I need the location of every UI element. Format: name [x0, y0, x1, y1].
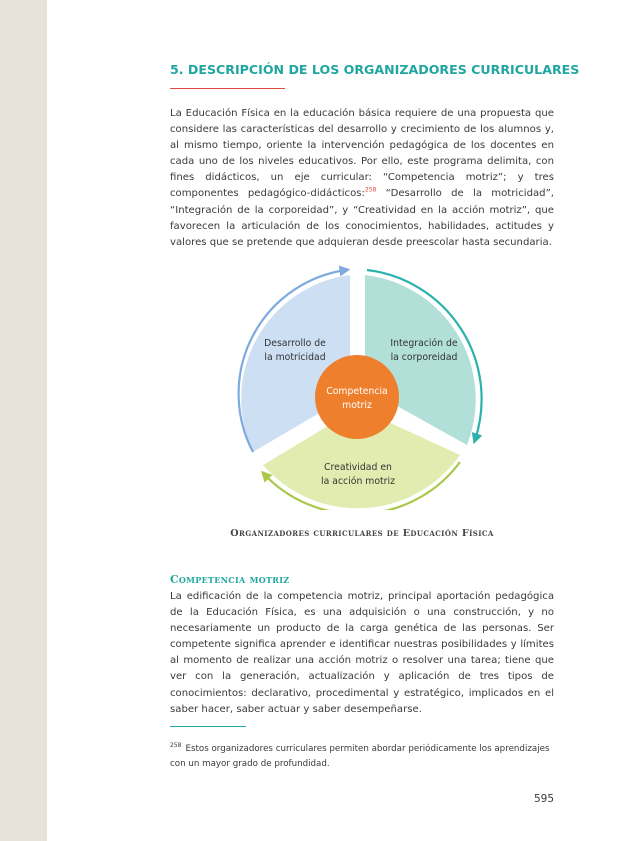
intro-paragraph	[170, 106, 554, 251]
page-number: 595	[533, 793, 554, 805]
footnote-text: Estos organizadores curriculares permiten abordar periódicamente los aprendizajes con un mayor grado de profundidad.	[170, 744, 550, 769]
footnote	[170, 742, 554, 771]
footnote-number: 258	[170, 742, 182, 750]
footnote-reference: 258	[364, 187, 377, 195]
page-side-strip	[0, 0, 47, 841]
intro-text-part2: “Desarrollo de la motricidad”, “Integración de la corporeidad”, y “Creatividad en la acción motriz”, que favorecen la articulación de los conocimientos, habilidades, actitudes y valores que se pretende que adquieran desde preescolar hasta secundaria.	[170, 188, 555, 248]
label-integracion-line2: la corporeidad	[390, 352, 458, 363]
label-desarrollo-line2: la motricidad	[264, 352, 326, 363]
label-integracion-line1: Integración de	[390, 338, 458, 349]
center-circle	[315, 355, 399, 439]
center-label-line1: Competencia	[326, 386, 388, 397]
center-label-line2: motriz	[342, 400, 372, 411]
label-creatividad-line2: la acción motriz	[321, 476, 395, 487]
footnote-divider	[170, 726, 246, 727]
section-heading: 5. DESCRIPCIÓN DE LOS ORGANIZADORES CURRICULARES	[170, 62, 580, 77]
subheading-competencia: Competencia motriz	[170, 573, 290, 586]
intro-text-part1: La Educación Física en la educación básica requiere de una propuesta que considere las características del desarrollo y crecimiento de los alumnos y, al mismo tiempo, oriente la intervención pedagógica de los docentes en cada uno de los niveles educativos. Por ello, este programa delimita, con fines didácticos, un eje curricular: “Competencia motriz”; y tres componentes pedagógico-didácticos:	[170, 108, 554, 200]
label-desarrollo-line1: Desarrollo de	[264, 338, 326, 349]
diagram-caption: Organizadores curriculares de Educación Física	[230, 528, 494, 539]
organizers-diagram	[220, 260, 500, 510]
heading-underline	[170, 88, 285, 89]
competencia-paragraph: La edificación de la competencia motriz, principal aportación pedagógica de la Educación Física, es una adquisición o una construcción, y no necesariamente un producto de la carga genética de las personas. Ser competente significa aprender e identificar nuestras posibilidades y límites al momento de realizar una acción motriz o resolver una tarea; tiene que ver con la generación, actualización y aplicación de tres tipos de conocimientos: declarativo, procedimental y estratégico, implicados en el saber hacer, saber actuar y saber desempeñarse.	[170, 591, 554, 715]
label-creatividad-line1: Creatividad en	[324, 462, 392, 473]
